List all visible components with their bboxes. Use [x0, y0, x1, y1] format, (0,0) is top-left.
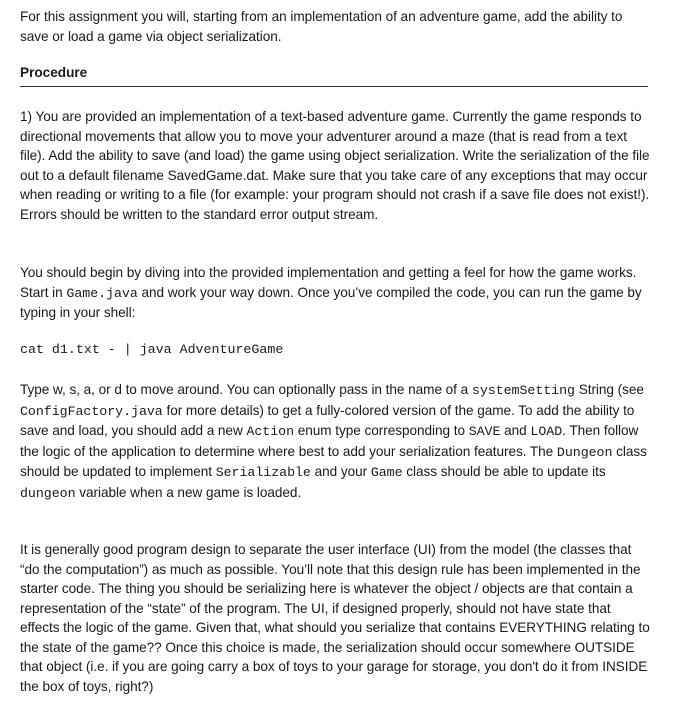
design-paragraph: It is generally good program design to separate the user interface (UI) from the model (the classes that “do the computation”) as much as possible. You’ll note that this design rule has been implemented in the starter code. The thing you should be serializing here is whatever the object / objects are that contain a representation of the “state” of the program. The UI, if designed properly, should not have state that effects the logic of the game. Given that, what should you serialize that contains EVERYTHING relating to the state of the game?? Once this choice is made, the serialization should occur somewhere OUTSIDE that object (i.e. if you are going carry a box of toys to your garage for storage, you don't do it from INSIDE the box of toys, right?): [20, 542, 650, 694]
text-span: and your: [310, 464, 371, 479]
code-span: SAVE: [468, 424, 501, 439]
code-span: Game: [370, 465, 403, 480]
text-span: Type w, s, a, or d to move around. You can optionally pass in the name of a: [20, 382, 472, 397]
code-span: systemSetting: [471, 383, 575, 398]
shell-command: cat d1.txt - | java AdventureGame: [20, 342, 284, 357]
text-span: enum type corresponding to: [294, 423, 469, 438]
text-span: for more details) to get a fully-colored version of the game. To add the ability to save and load, you should add a new: [20, 402, 635, 438]
text-span: class should be able to update its: [402, 464, 606, 479]
step-one-paragraph: 1) You are provided an implementation of a text-based adventure game. Currently the game responds to directional movements that allow you to move your adventurer around a maze (that is read from a text file). Add the ability to save (and load) the game using object serialization. Write the serialization of the file out to a default filename SavedGame.dat. Make sure that you take care of any exceptions that may occur when reading or writing to a file (for example: your program should not crash if a save file does not exist!). Errors should be written to the standard error output stream.: [20, 109, 650, 222]
code-span: Game.java: [66, 285, 138, 301]
code-span: Serializable: [215, 465, 311, 480]
text-span: . Then follow the logic of the application to determine where best to add your serialization features. The: [20, 423, 639, 459]
text-span: and work your way down. Once you’ve compiled the code, you can run the game by typing in your shell:: [20, 284, 642, 320]
text-span: variable when a new game is loaded.: [75, 484, 302, 500]
text-span: String (see: [574, 382, 644, 397]
code-span: ConfigFactory.java: [20, 403, 163, 419]
text-span: You should begin by diving into the provided implementation and getting a feel for how the game works. Start in: [20, 265, 637, 300]
code-span: Dungeon: [556, 444, 613, 460]
code-span: LOAD: [530, 424, 563, 439]
code-span: Action: [246, 424, 295, 439]
getting-started-paragraph: [20, 263, 650, 323]
procedure-heading: Procedure: [20, 63, 648, 87]
text-span: and: [500, 423, 531, 438]
intro-paragraph: For this assignment you will, starting from an implementation of an adventure game, add the ability to save or load a game via object serialization.: [20, 9, 623, 44]
text-span: class should be updated to implement: [20, 443, 647, 479]
code-span: dungeon: [20, 485, 76, 501]
controls-paragraph: [20, 380, 650, 503]
